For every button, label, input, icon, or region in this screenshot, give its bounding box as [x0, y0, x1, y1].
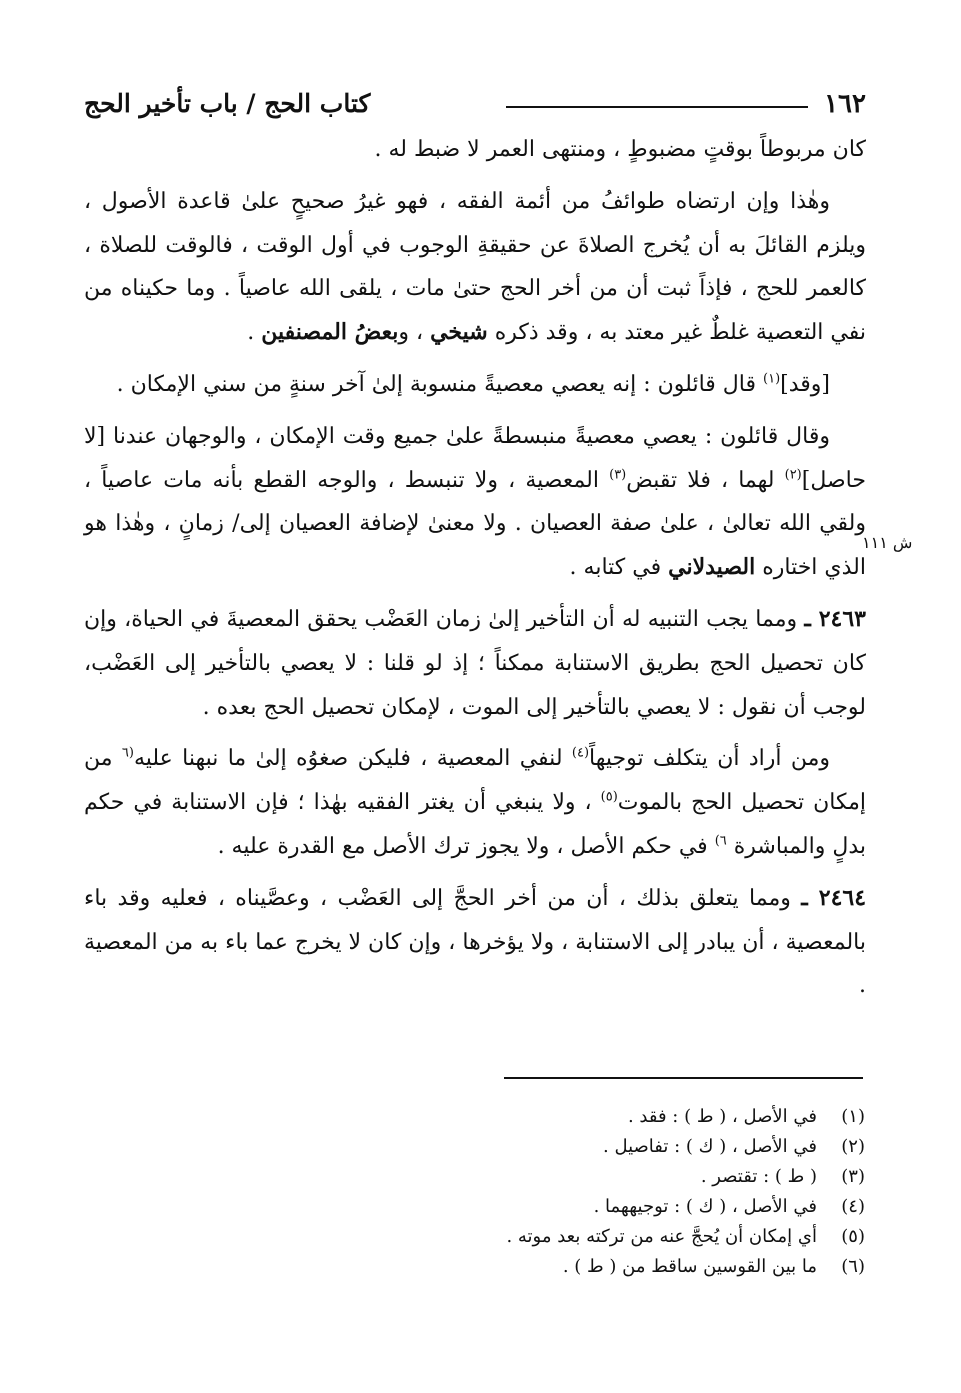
paragraph-text: ومما يجب التنبيه له أن التأخير إلىٰ زمان العَضْب يحقق المعصيةَ في الحياة، وإن كان تحصيل الحج بطريق الاستنابة ممكناً ؛ إذ لو قلنا : لا يعصي بالتأخير إلى العَضْب، لوجب أن نقول : لا يعصي بالتأخير إلى الموت ، لإمكان تحصيل الحج بعده .	[84, 606, 866, 720]
paragraph-text: .	[247, 320, 255, 346]
paragraph-text: من إمكان تحصيل الحج بالموت	[84, 746, 866, 816]
footnote-ref: (١)	[763, 371, 781, 387]
footnote-item	[305, 1162, 865, 1192]
paragraph-text: المعصية ، ولا تنبسط ، والوجه القطع بأنه مات عاصياً ، ولقي الله تعالىٰ ، علىٰ صفة العصيان . ولا معنىٰ لإضافة العصيان إلى/ زمانٍ ، وهٰذا هو الذي اختاره	[84, 467, 866, 581]
page-number: ١٦٢	[824, 89, 866, 119]
paragraph	[84, 737, 866, 868]
footnote-number: (١)	[841, 1106, 865, 1127]
footnote-text: أي إمكان أن يُحجَّ عنه من تركته بعد موته .	[506, 1226, 817, 1247]
author-reference: الصيدلاني	[668, 554, 756, 581]
footnote-item	[305, 1222, 865, 1252]
author-reference: بعضُ المصنفين	[261, 319, 399, 346]
footnote-item	[305, 1192, 865, 1222]
running-title: كتاب الحج / باب تأخير الحج	[84, 89, 371, 118]
paragraph-text: [وقد]	[780, 371, 830, 397]
footnote-text: في الأصل ، ( ك ) : تفاصيل .	[603, 1136, 817, 1157]
footnote-ref: (٥)	[600, 789, 618, 805]
footnote-text: في الأصل ، ( ط ) : فقد .	[627, 1106, 817, 1127]
page-header	[84, 84, 866, 124]
paragraph-text: ، ولا ينبغي أن يغتر الفقيه بهٰذا ؛ فإن الاستنابة في حكم بدلٍ والمباشرة	[84, 790, 866, 859]
footnote-number: (٥)	[841, 1226, 865, 1247]
paragraph	[84, 128, 866, 172]
main-text	[84, 128, 866, 1008]
footnote-number: (٤)	[841, 1196, 865, 1217]
footnote-number: (٦)	[841, 1256, 865, 1277]
paragraph-text: ومما يتعلق بذلك ، أن من أخر الحجَّ إلى العَضْب ، وعصَّيناه ، فعليه وقد باء بالمعصية ، أن يبادر إلى الاستنابة ، ولا يؤخرها ، وإن كان لا يخرج عما باء به من المعصية .	[84, 885, 866, 999]
paragraph	[84, 415, 866, 590]
paragraph-text: في كتابه .	[569, 555, 662, 581]
paragraph-text: لنفي المعصية ، فليكن صغوُه إلىٰ ما نبهنا عليه	[133, 746, 563, 772]
paragraph-text: وقال قائلون : يعصي معصيةً منبسطةً علىٰ جميع وقت الإمكان ، والوجهان عندنا [لا حاصل]	[84, 423, 866, 493]
paragraph	[84, 180, 866, 355]
footnote-number: (٢)	[841, 1136, 865, 1157]
paragraph-text: ومن أراد أن يتكلف توجيهاً	[589, 746, 830, 772]
margin-note: ش ١١١	[862, 533, 913, 552]
paragraph-text: كان مربوطاً بوقتٍ مضبوطٍ ، ومنتهى العمر لا ضبط له .	[374, 137, 866, 162]
footnote-ref: ٦)	[714, 833, 727, 849]
footnote-item	[305, 1132, 865, 1162]
footnotes	[305, 1102, 865, 1282]
footnote-ref: (٢)	[784, 467, 802, 483]
footnote-text: ( ط ) : تقتصر .	[700, 1166, 817, 1187]
footnote-ref: (٤)	[571, 746, 590, 762]
paragraph	[84, 363, 866, 407]
paragraph-text: ، و	[398, 320, 424, 346]
numbered-paragraph	[84, 598, 866, 729]
paragraph-text: في حكم الأصل ، ولا يجوز ترك الأصل مع القدرة عليه .	[217, 833, 708, 859]
paragraph-number: ٢٤٦٤ ـ	[801, 884, 867, 911]
footnote-ref: (٦	[121, 746, 134, 762]
paragraph-text: لهما ، فلا تقبض	[626, 467, 775, 493]
header-rule	[506, 106, 808, 108]
footnote-number: (٣)	[841, 1166, 865, 1187]
author-reference: شيخي	[430, 319, 488, 346]
paragraph-text: قال قائلون : إنه يعصي معصيةً منسوبة إلىٰ آخر سنةٍ من سني الإمكان .	[116, 371, 756, 397]
footnote-text: في الأصل ، ( ك ) : توجيههما .	[593, 1196, 817, 1217]
footnote-divider	[504, 1077, 863, 1079]
numbered-paragraph	[84, 877, 866, 1008]
footnote-item	[305, 1102, 865, 1132]
footnote-item	[305, 1252, 865, 1282]
paragraph-number: ٢٤٦٣ ـ	[804, 605, 866, 632]
footnote-text: ما بين القوسين ساقط من ( ط ) .	[562, 1256, 817, 1277]
paragraph-text: وهٰذا وإن ارتضاه طوائفُ من أئمة الفقه ، فهو غيرُ صحيحٍ علىٰ قاعدة الأصول ، ويلزم القائلَ به أن يُخرج الصلاةَ عن حقيقةِ الوجوب في أول الوقت ، فالوقت للصلاة ، كالعمر للحج ، فإذاً ثبت أن من أخر الحج حتىٰ مات ، يلقى الله عاصياً . وما حكيناه من نفي التعصية غلطٌ غير معتد به ، وقد ذكره	[84, 188, 866, 346]
footnote-ref: (٣)	[609, 467, 627, 483]
